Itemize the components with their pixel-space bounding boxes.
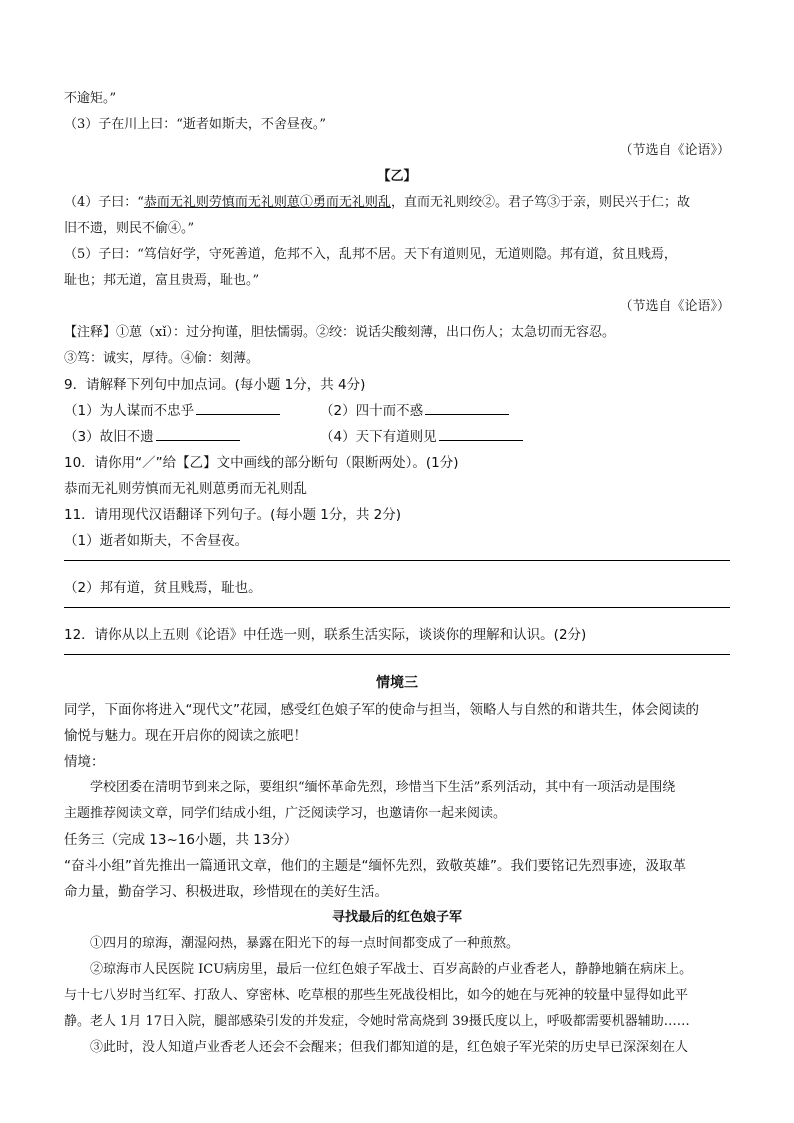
q9-sub-2: （2）四十而不惑 — [320, 403, 424, 419]
question-12: 12．请你从以上五则《论语》中任选一则，联系生活实际，谈谈你的理解和认识。(2分) — [64, 627, 587, 643]
source-note: （节选自《论语》） — [619, 299, 730, 314]
exam-page — [64, 86, 730, 1061]
annotation-line: 【注释】①葸（xǐ）：过分拘谨，胆怯懦弱。②绞：说话尖酸刻薄，出口伤人；太急切而无容忍。 — [64, 325, 615, 340]
scenario-intro: 同学，下面你将进入“现代文”花园，感受红色娘子军的使命与担当，领略人与自然的和谐共生，体会阅读的 — [64, 702, 699, 718]
article-paragraph-3: ③此时，没人知道卢业香老人还会不会醒来；但我们都知道的是，红色娘子军光荣的历史早已深深刻在人 — [90, 1040, 689, 1055]
analects-item-4-cont: 旧不遗，则民不偷④。” — [64, 221, 195, 236]
analects-item-3: （3）子在川上曰：“逝者如斯夫，不舍昼夜。” — [64, 117, 327, 132]
article-paragraph-2-cont: 静。老人 1月 17日入院，腿部感染引发的并发症，令她时常高烧到 39摄氏度以上，呼吸都需要机器辅助…… — [64, 1014, 690, 1029]
task-desc: “奋斗小组”首先推出一篇通讯文章，他们的主题是“缅怀先烈，致敬英雄”。我们要铭记先烈事迹，汲取革 — [64, 858, 686, 874]
question-9-row — [64, 398, 730, 424]
task-desc-cont: 命力量，勤奋学习、积极进取，珍惜现在的美好生活。 — [64, 884, 388, 900]
task-title: 任务三（完成 13~16小题，共 13分） — [64, 832, 298, 848]
text-line: 不逾矩。” — [64, 91, 117, 106]
scenario-3-title: 情境三 — [376, 675, 418, 691]
annotation-line: ③笃：诚实，厚待。④偷：刻薄。 — [64, 351, 260, 366]
scenario-intro-cont: 愉悦与魅力。现在开启你的阅读之旅吧！ — [64, 728, 307, 744]
item-4-prefix: （4）子曰：“ — [64, 195, 144, 210]
analects-item-5-cont: 耻也；邦无道，富且贵焉，耻也。” — [64, 273, 260, 288]
question-9: 9．请解释下列句中加点词。(每小题 1分，共 4分) — [64, 377, 366, 393]
answer-blank[interactable] — [196, 400, 280, 415]
article-title: 寻找最后的红色娘子军 — [331, 910, 462, 925]
answer-line[interactable] — [64, 607, 730, 608]
context-text-cont: 主题推荐阅读文章，同学们结成小组，广泛阅读学习，也邀请你一起来阅读。 — [64, 806, 507, 821]
answer-line[interactable] — [64, 654, 730, 655]
answer-line[interactable] — [64, 560, 730, 561]
question-11: 11．请用现代汉语翻译下列句子。(每小题 1分，共 2分) — [64, 507, 401, 523]
context-label: 情境： — [64, 754, 105, 770]
answer-blank[interactable] — [156, 426, 240, 441]
question-10-text: 恭而无礼则劳慎而无礼则葸勇而无礼则乱 — [64, 481, 307, 497]
question-11-sub-2: （2）邦有道，贫且贱焉，耻也。 — [64, 580, 262, 596]
question-10: 10．请你用“／”给【乙】文中画线的部分断句（限断两处）。(1分) — [64, 455, 459, 471]
article-paragraph-1: ①四月的琼海，潮湿闷热，暴露在阳光下的每一点时间都变成了一种煎熬。 — [90, 936, 520, 951]
article-paragraph-2: ②琼海市人民医院 ICU病房里，最后一位红色娘子军战士、百岁高龄的卢业香老人，静静地躺在病床上。 — [90, 962, 693, 977]
analects-item-4 — [64, 190, 730, 216]
question-11-sub-1: （1）逝者如斯夫，不舍昼夜。 — [64, 533, 249, 549]
context-text: 学校团委在清明节到来之际，要组织“缅怀革命先烈，珍惜当下生活”系列活动，其中有一项活动是围绕 — [90, 780, 676, 795]
answer-blank[interactable] — [425, 400, 509, 415]
item-4-suffix: ，直而无礼则绞②。君子笃③于亲，则民兴于仁；故 — [390, 195, 690, 210]
source-note: （节选自《论语》） — [619, 143, 730, 158]
article-paragraph-2-cont: 与十七八岁时当红军、打敌人、穿密林、吃草根的那些生死战役相比，如今的她在与死神的较量中显得如此平 — [64, 988, 689, 1003]
question-9-row — [64, 424, 730, 450]
analects-item-5: （5）子曰：“笃信好学，守死善道，危邦不入，乱邦不居。天下有道则见，无道则隐。邦有道，贫且贱焉， — [64, 247, 677, 262]
q9-sub-1: （1）为人谋而不忠乎 — [64, 403, 195, 419]
q9-sub-3: （3）故旧不遗 — [64, 429, 154, 445]
answer-blank[interactable] — [439, 426, 523, 441]
section-yi-title: 【乙】 — [377, 169, 417, 184]
underlined-sentence: 恭而无礼则劳慎而无礼则葸①勇而无礼则乱 — [143, 195, 391, 210]
q9-sub-4: （4）天下有道则见 — [320, 429, 437, 445]
